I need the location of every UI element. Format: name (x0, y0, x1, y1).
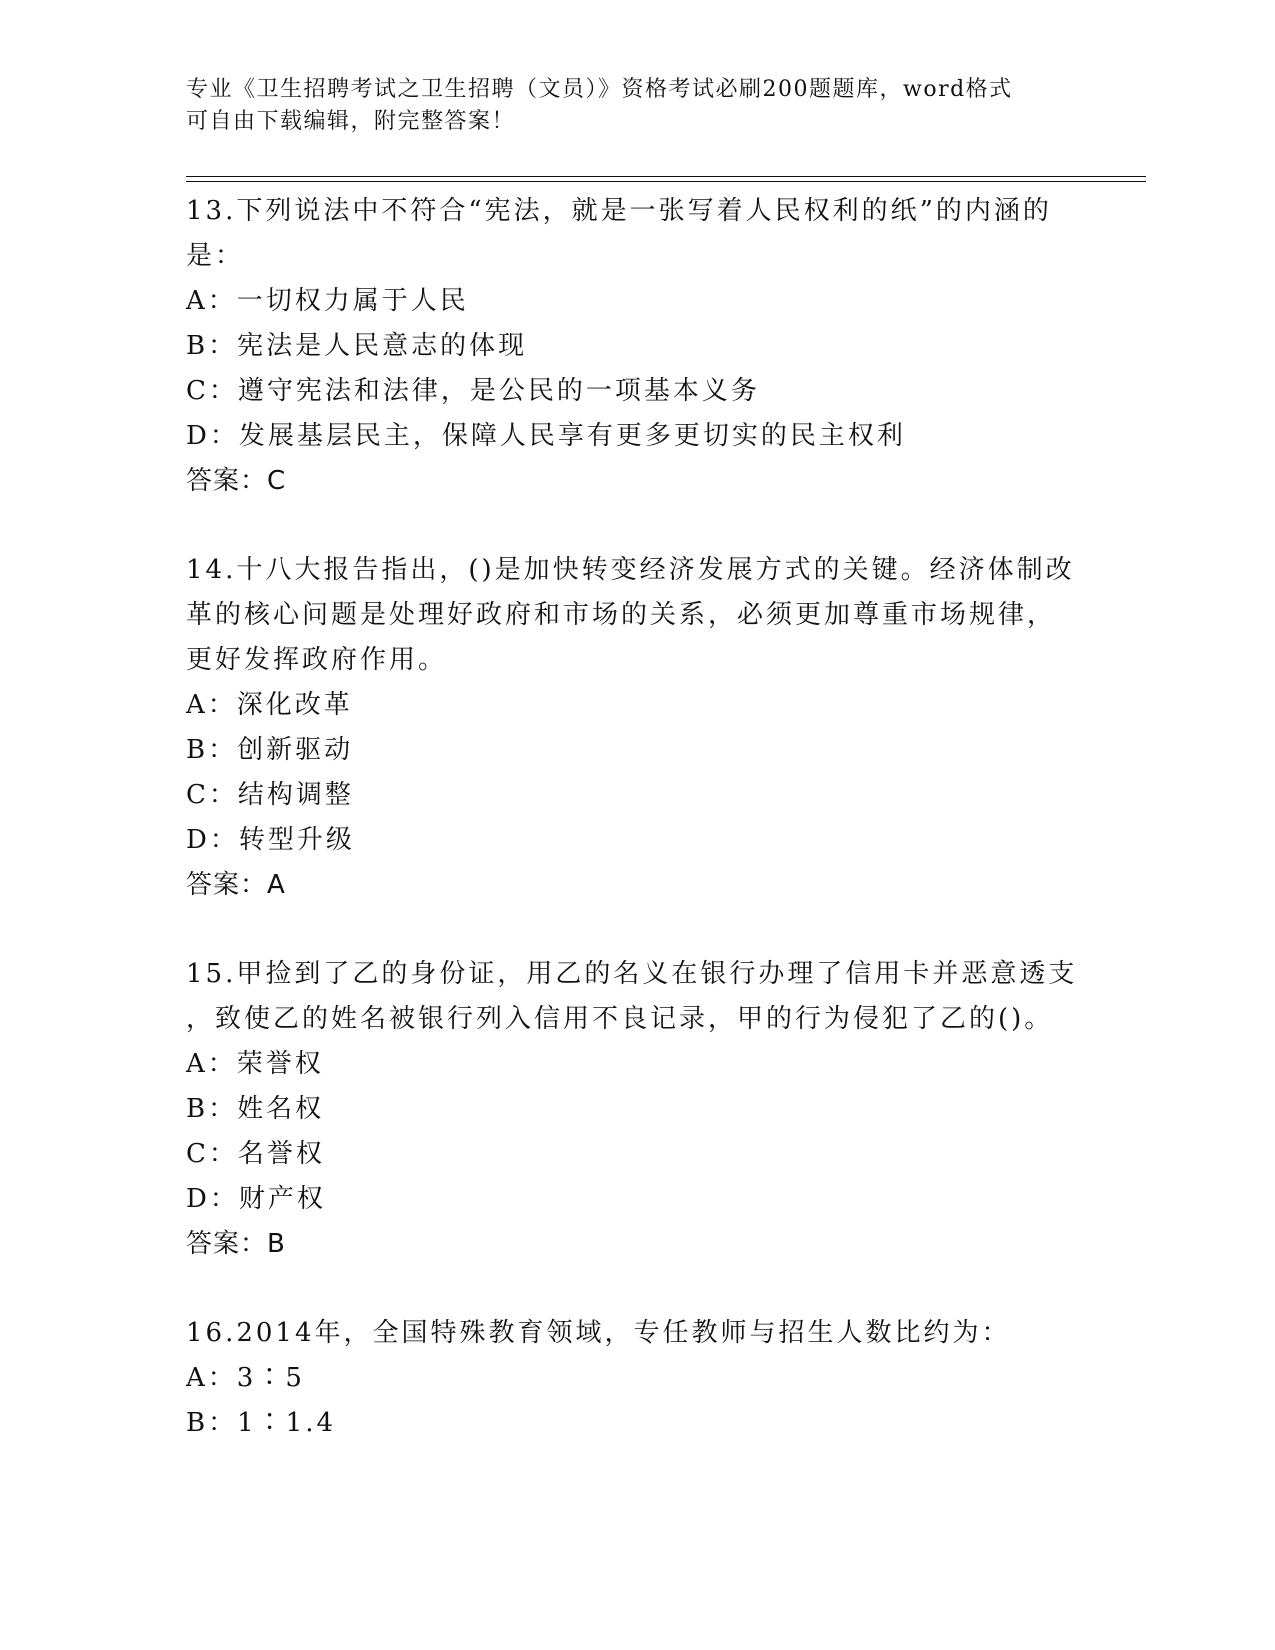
option-d: D：财产权 (186, 1184, 326, 1214)
option-c: C：遵守宪法和法律，是公民的一项基本义务 (186, 376, 760, 406)
option-b: B：姓名权 (186, 1094, 325, 1124)
question-list (186, 189, 1086, 1490)
question-stem-line: 13.下列说法中不符合“宪法，就是一张写着人民权利的纸”的内涵的 (186, 196, 1052, 226)
question-15 (186, 952, 1086, 1267)
option-c: C：结构调整 (186, 780, 354, 810)
option-d: D：发展基层民主，保障人民享有更多更切实的民主权利 (186, 421, 906, 451)
question-stem-line: 革的核心问题是处理好政府和市场的关系，必须更加尊重市场规律， (186, 600, 1057, 630)
option-b: B：宪法是人民意志的体现 (186, 331, 528, 361)
option-b: B：1∶1.4 (186, 1408, 336, 1438)
question-stem-line: 16.2014年，全国特殊教育领域，专任教师与招生人数比约为： (186, 1318, 1011, 1348)
answer: 答案：B (186, 1229, 286, 1259)
option-a: A：深化改革 (186, 690, 353, 720)
document-header (186, 74, 1066, 138)
question-stem-line: 更好发挥政府作用。 (186, 645, 448, 675)
answer: 答案：A (186, 870, 286, 900)
option-a: A：一切权力属于人民 (186, 286, 469, 316)
header-line-2: 可自由下载编辑，附完整答案！ (186, 109, 516, 134)
question-stem-line: 14.十八大报告指出，()是加快转变经济发展方式的关键。经济体制改 (186, 555, 1075, 585)
option-a: A：荣誉权 (186, 1049, 324, 1079)
option-d: D：转型升级 (186, 825, 355, 855)
option-a: A：3∶5 (186, 1363, 305, 1393)
option-b: B：创新驱动 (186, 735, 354, 765)
question-16 (186, 1311, 1086, 1446)
question-stem-line: ，致使乙的姓名被银行列入信用不良记录，甲的行为侵犯了乙的()。 (186, 1004, 1054, 1034)
question-stem-line: 是： (186, 241, 245, 271)
answer: 答案：C (186, 466, 287, 496)
header-divider-top (186, 176, 1146, 177)
question-stem-line: 15.甲捡到了乙的身份证，用乙的名义在银行办理了信用卡并恶意透支 (186, 959, 1078, 989)
question-13 (186, 189, 1086, 504)
header-divider-bottom (186, 181, 1146, 182)
header-line-1: 专业《卫生招聘考试之卫生招聘（文员）》资格考试必刷200题题库，word格式 (186, 77, 1013, 102)
question-14 (186, 548, 1086, 908)
option-c: C：名誉权 (186, 1139, 325, 1169)
